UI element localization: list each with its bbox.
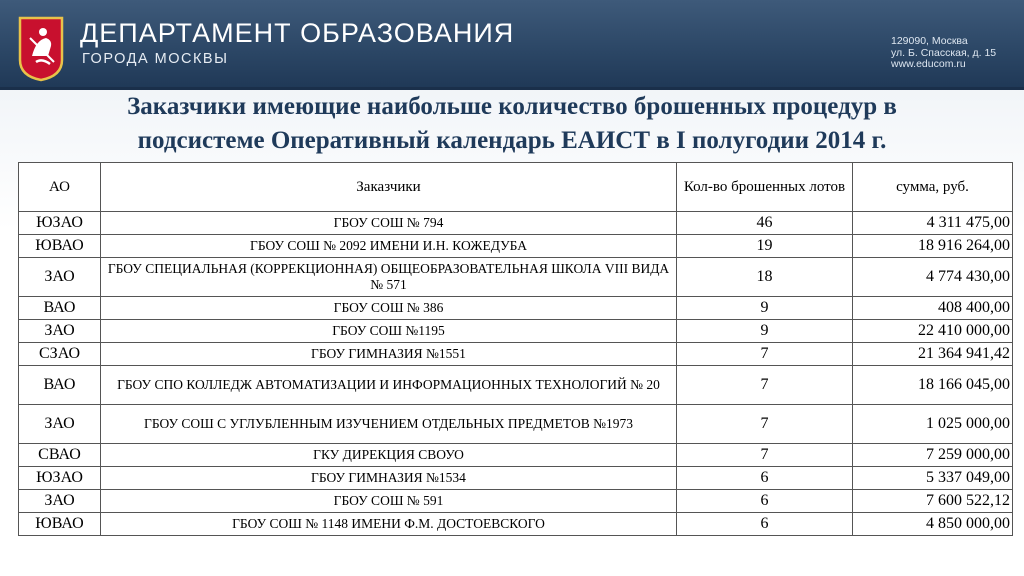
- cell-lots: 6: [677, 490, 853, 513]
- cell-lots: 7: [677, 444, 853, 467]
- cell-ao: СЗАО: [19, 343, 101, 366]
- table-row: [19, 297, 1013, 320]
- slide-title-line: Заказчики имеющие наибольше количество брошенных процедур в: [127, 93, 897, 120]
- table-row: [19, 212, 1013, 235]
- cell-lots: 7: [677, 343, 853, 366]
- column-header-ao: АО: [19, 163, 101, 212]
- cell-sum: 22 410 000,00: [853, 320, 1013, 343]
- cell-lots: 9: [677, 320, 853, 343]
- table-row: [19, 320, 1013, 343]
- cell-sum: 4 850 000,00: [853, 513, 1013, 536]
- table-row: [19, 467, 1013, 490]
- cell-customer: ГКУ ДИРЕКЦИЯ СВОУО: [101, 444, 677, 467]
- cell-sum: 4 774 430,00: [853, 258, 1013, 297]
- table-row: [19, 513, 1013, 536]
- table-row: [19, 405, 1013, 444]
- cell-ao: ЮВАО: [19, 513, 101, 536]
- address-block: [891, 36, 996, 71]
- cell-sum: 408 400,00: [853, 297, 1013, 320]
- cell-sum: 4 311 475,00: [853, 212, 1013, 235]
- cell-ao: ВАО: [19, 297, 101, 320]
- table-row: [19, 490, 1013, 513]
- department-title: ДЕПАРТАМЕНТ ОБРАЗОВАНИЯ: [80, 18, 515, 48]
- table-header-row: [19, 163, 1013, 212]
- cell-customer: ГБОУ СОШ № 794: [101, 212, 677, 235]
- address-line: ул. Б. Спасская, д. 15: [891, 46, 997, 59]
- cell-lots: 6: [677, 467, 853, 490]
- cell-lots: 18: [677, 258, 853, 297]
- cell-ao: ЗАО: [19, 258, 101, 297]
- cell-customer: ГБОУ ГИМНАЗИЯ №1551: [101, 343, 677, 366]
- cell-sum: 18 166 045,00: [853, 366, 1013, 405]
- cell-customer: ГБОУ СОШ № 386: [101, 297, 677, 320]
- cell-lots: 6: [677, 513, 853, 536]
- cell-sum: 18 916 264,00: [853, 235, 1013, 258]
- cell-lots: 19: [677, 235, 853, 258]
- column-header-lots: Кол-во брошенных лотов: [677, 163, 853, 212]
- slide-title: [0, 90, 1024, 158]
- cell-lots: 9: [677, 297, 853, 320]
- cell-ao: ЮВАО: [19, 235, 101, 258]
- column-header-customers: Заказчики: [101, 163, 677, 212]
- cell-sum: 21 364 941,42: [853, 343, 1013, 366]
- cell-sum: 1 025 000,00: [853, 405, 1013, 444]
- cell-customer: ГБОУ СПО КОЛЛЕДЖ АВТОМАТИЗАЦИИ И ИНФОРМАЦИОННЫХ ТЕХНОЛОГИЙ № 20: [101, 366, 677, 405]
- cell-ao: СВАО: [19, 444, 101, 467]
- cell-ao: ЗАО: [19, 490, 101, 513]
- cell-customer: ГБОУ СПЕЦИАЛЬНАЯ (КОРРЕКЦИОННАЯ) ОБЩЕОБРАЗОВАТЕЛЬНАЯ ШКОЛА VIII ВИДА № 571: [101, 258, 677, 297]
- cell-customer: ГБОУ СОШ №1195: [101, 320, 677, 343]
- cell-sum: 7 600 522,12: [853, 490, 1013, 513]
- moscow-coat-of-arms-icon: [18, 16, 64, 82]
- header-banner: [0, 0, 1024, 90]
- cell-ao: ЗАО: [19, 405, 101, 444]
- table-row: [19, 343, 1013, 366]
- table-row: [19, 235, 1013, 258]
- address-line: 129090, Москва: [891, 35, 968, 47]
- cell-ao: ВАО: [19, 366, 101, 405]
- cell-customer: ГБОУ ГИМНАЗИЯ №1534: [101, 467, 677, 490]
- website-link[interactable]: www.educom.ru: [891, 58, 966, 70]
- table-row: [19, 258, 1013, 297]
- department-subtitle: ГОРОДА МОСКВЫ: [82, 51, 229, 67]
- cell-customer: ГБОУ СОШ № 1148 ИМЕНИ Ф.М. ДОСТОЕВСКОГО: [101, 513, 677, 536]
- table-row: [19, 366, 1013, 405]
- cell-lots: 7: [677, 366, 853, 405]
- cell-ao: ЮЗАО: [19, 467, 101, 490]
- cell-lots: 7: [677, 405, 853, 444]
- cell-customer: ГБОУ СОШ С УГЛУБЛЕННЫМ ИЗУЧЕНИЕМ ОТДЕЛЬНЫХ ПРЕДМЕТОВ №1973: [101, 405, 677, 444]
- cell-ao: ЗАО: [19, 320, 101, 343]
- slide-title-line: подсистеме Оперативный календарь ЕАИСТ в I полугодии 2014 г.: [137, 127, 887, 154]
- cell-lots: 46: [677, 212, 853, 235]
- cell-sum: 7 259 000,00: [853, 444, 1013, 467]
- cell-sum: 5 337 049,00: [853, 467, 1013, 490]
- table-row: [19, 444, 1013, 467]
- customers-table: [18, 162, 1013, 536]
- cell-ao: ЮЗАО: [19, 212, 101, 235]
- cell-customer: ГБОУ СОШ № 2092 ИМЕНИ И.Н. КОЖЕДУБА: [101, 235, 677, 258]
- column-header-sum: сумма, руб.: [853, 163, 1013, 212]
- cell-customer: ГБОУ СОШ № 591: [101, 490, 677, 513]
